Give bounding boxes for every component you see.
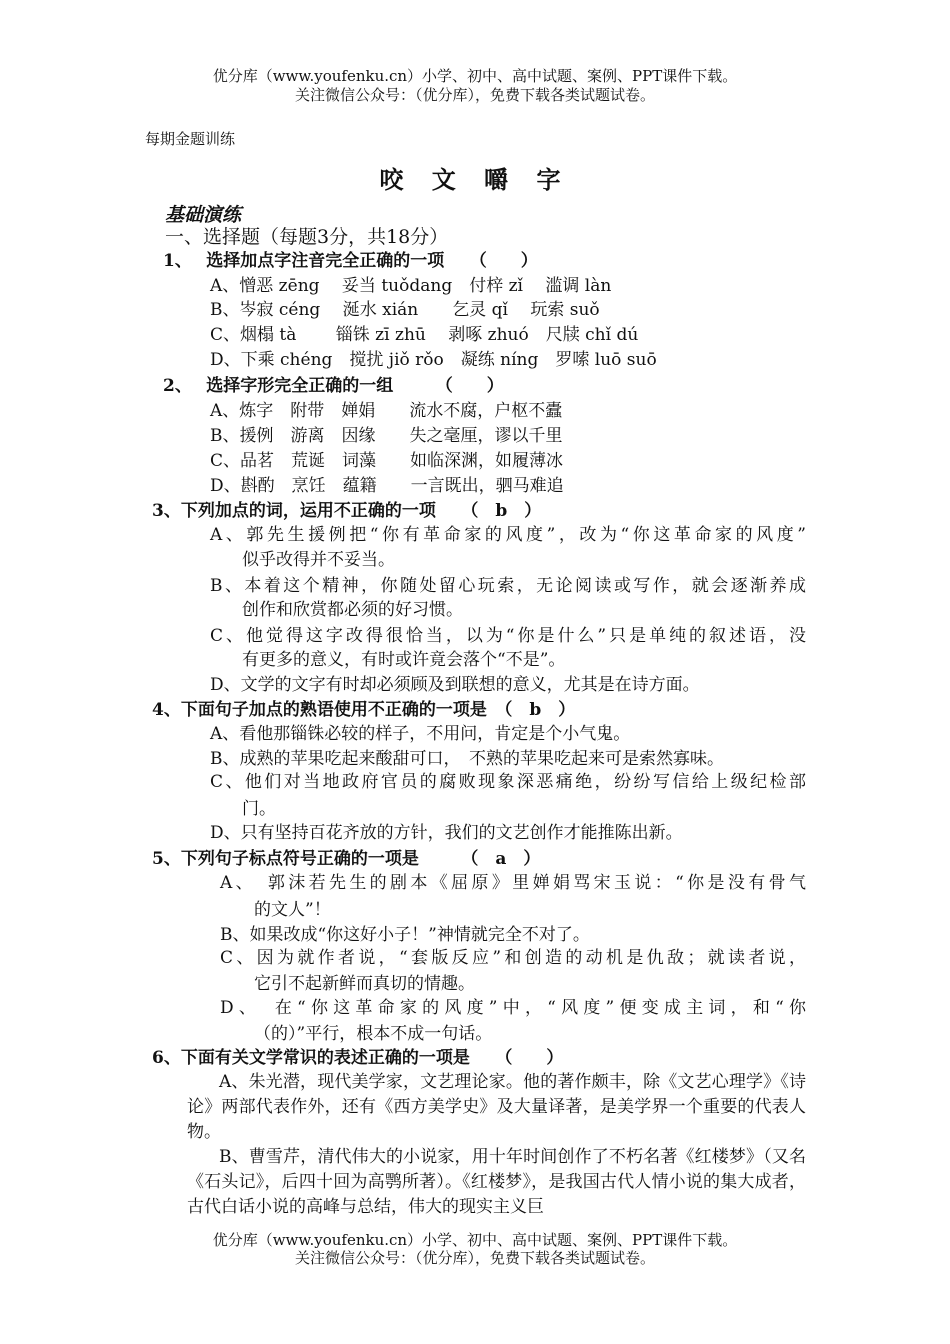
question-2-option-c: C、品茗 荒诞 词藻 如临深渊，如履薄冰 <box>210 451 564 471</box>
question-1-option-a: A、憎恶 zēng 妥当 tuǒdang 付梓 zǐ 滥调 làn <box>210 276 612 296</box>
question-6-option-b: B、曹雪芹，清代伟大的小说家，用十年时间创作了不朽名著《红楼梦》（又名《石头记》，后四十回为高鹗所著）。《红楼梦》，是我国古代人情小说的集大成者，古代白话小说的高峰与总结，伟大的现实主义巨 <box>187 1147 806 1217</box>
footer-line-1: 优分库（www.youfenku.cn）小学、初中、高中试题、案例、PPT课件下载。 <box>212 1231 738 1249</box>
question-3-option-a: A、郭先生援例把“你有革命家的风度”，改为“你这革命家的风度” <box>210 525 806 545</box>
section-subtitle: 基础演练 <box>165 204 242 226</box>
question-1-option-c: C、烟榻 tà 锱铢 zī zhū 剥啄 zhuó 尺牍 chǐ dú <box>210 325 639 345</box>
question-5-option-c-cont: 它引不起新鲜而真切的情趣。 <box>254 974 475 994</box>
question-4-option-a: A、看他那锱铢必较的样子，不用问，肯定是个小气鬼。 <box>210 724 631 744</box>
question-5-stem: 5、下列句子标点符号正确的一项是 （ a ） <box>152 849 541 869</box>
header-line-1: 优分库（www.youfenku.cn）小学、初中、高中试题、案例、PPT课件下载。 <box>212 67 738 85</box>
question-3-stem: 3、下列加点的词，运用不正确的一项 （ b ） <box>152 501 542 521</box>
question-4-stem: 4、下面句子加点的熟语使用不正确的一项是 （ b ） <box>152 700 576 720</box>
question-3-option-d: D、文学的文字有时却必须顾及到联想的意义，尤其是在诗方面。 <box>210 675 700 695</box>
question-5-option-d-cont: （的）”平行，根本不成一句话。 <box>254 1024 493 1044</box>
question-5-option-d: D、 在“你这革命家的风度”中，“风度”便变成主词，和“你 <box>220 998 806 1018</box>
section-heading: 一、选择题（每题3分，共18分） <box>165 226 449 248</box>
question-1-stem: 1、 选择加点字注音完全正确的一项 （ ） <box>163 251 538 271</box>
question-4-option-d: D、只有坚持百花齐放的方针，我们的文艺创作才能推陈出新。 <box>210 823 683 843</box>
footer-line-2: 关注微信公众号：（优分库），免费下载各类试题试卷。 <box>294 1249 655 1267</box>
page-title: 咬 文 嚼 字 <box>379 166 571 194</box>
question-2-option-b: B、援例 游离 因缘 失之毫厘，谬以千里 <box>210 426 563 446</box>
question-4-option-c: C、他们对当地政府官员的腐败现象深恶痛绝，纷纷写信给上级纪检部 <box>210 772 806 792</box>
question-3-option-c: C、他觉得这字改得很恰当，以为“你是什么”只是单纯的叙述语，没 <box>210 626 806 646</box>
question-1-option-d: D、下乘 chéng 搅扰 jiǒ rǒo 凝练 níng 罗嗦 luō suō <box>210 350 657 370</box>
question-5-option-a: A、 郭沫若先生的剧本《屈原》里婵娟骂宋玉说：“你是没有骨气 <box>220 873 806 893</box>
question-6-stem: 6、下面有关文学常识的表述正确的一项是 （ ） <box>152 1048 564 1068</box>
header-line-2: 关注微信公众号：（优分库），免费下载各类试题试卷。 <box>294 86 655 104</box>
question-3-option-b-cont: 创作和欣赏都必须的好习惯。 <box>242 600 463 620</box>
question-2-option-a: A、炼字 附带 婵娟 流水不腐，户枢不蠹 <box>210 401 563 421</box>
question-3-option-a-cont: 似乎改得并不妥当。 <box>242 550 395 570</box>
question-5-option-b: B、如果改成“你这好小子！”神情就完全不对了。 <box>220 925 590 945</box>
question-5-option-a-cont: 的文人”！ <box>254 900 331 920</box>
question-6-option-a: A、朱光潜，现代美学家，文艺理论家。他的著作颇丰，除《文艺心理学》《诗论》两部代表作外，还有《西方美学史》及大量译著，是美学界一个重要的代表人物。 <box>187 1072 806 1142</box>
series-label: 每期金题训练 <box>145 130 236 148</box>
question-4-option-c-cont: 门。 <box>242 799 276 819</box>
question-3-option-c-cont: 有更多的意义，有时或许竟会落个“不是”。 <box>242 650 566 670</box>
question-4-option-b: B、成熟的苹果吃起来酸甜可口， 不熟的苹果吃起来可是索然寡味。 <box>210 749 724 769</box>
question-1-option-b: B、岑寂 céng 涎水 xián 乞灵 qǐ 玩索 suǒ <box>210 300 600 320</box>
question-2-option-d: D、斟酌 烹饪 蕴籍 一言既出，驷马难追 <box>210 476 564 496</box>
question-2-stem: 2、 选择字形完全正确的一组 （ ） <box>163 376 504 396</box>
question-3-option-b: B、本着这个精神，你随处留心玩索，无论阅读或写作，就会逐渐养成 <box>210 576 806 596</box>
question-5-option-c: C、因为就作者说，“套版反应”和创造的动机是仇敌；就读者说， <box>220 948 806 968</box>
